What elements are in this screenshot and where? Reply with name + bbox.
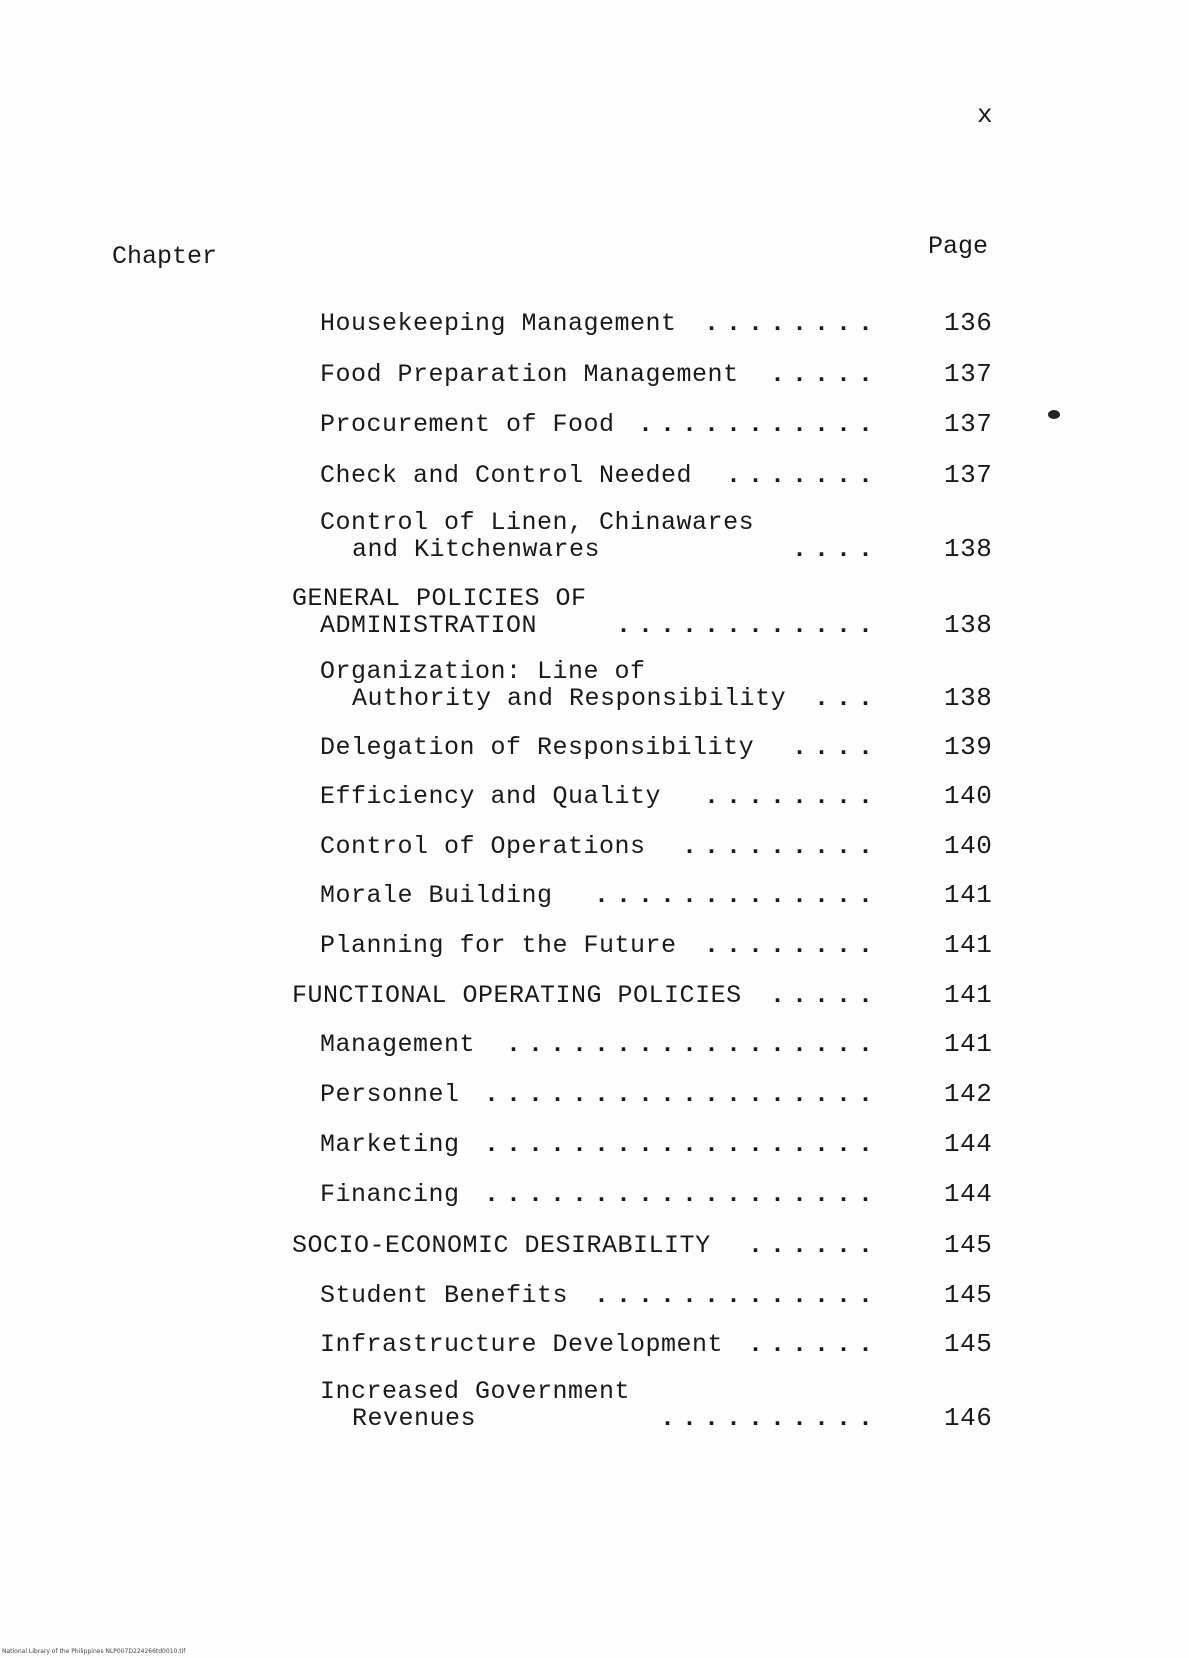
toc-entry-line: Procurement of Food bbox=[320, 410, 615, 439]
toc-entry bbox=[0, 833, 1189, 860]
toc-entry-title bbox=[320, 310, 677, 337]
toc-entry-page: 140 bbox=[944, 781, 993, 811]
leader-dots: .... bbox=[792, 733, 881, 762]
toc-entry-title bbox=[320, 1131, 460, 1158]
toc-entry-title bbox=[292, 982, 742, 1009]
toc-entry-page: 141 bbox=[944, 880, 993, 910]
toc-entry bbox=[0, 932, 1189, 959]
leader-dots: ............. bbox=[594, 1281, 881, 1310]
toc-entry-page: 138 bbox=[944, 534, 993, 564]
toc-entry-line: Food Preparation Management bbox=[320, 360, 739, 389]
toc-entry-page: 144 bbox=[944, 1179, 993, 1209]
toc-entry-line: Student Benefits bbox=[320, 1281, 569, 1310]
leader-dots: .... bbox=[792, 535, 881, 564]
scan-footer: National Library of the Philippines NLP007D224266td0010.tif bbox=[2, 1648, 186, 1655]
toc-entry-line: Revenues bbox=[352, 1404, 477, 1433]
toc-entry bbox=[0, 783, 1189, 810]
leader-dots: ......... bbox=[682, 832, 881, 861]
toc-entry-line: Control of Operations bbox=[320, 832, 646, 861]
toc-entry bbox=[0, 734, 1189, 761]
toc-entry-line: Infrastructure Development bbox=[320, 1330, 724, 1359]
toc-entry-title bbox=[320, 1181, 460, 1208]
toc-entry-line: Morale Building bbox=[320, 881, 553, 910]
toc-entry-page: 141 bbox=[944, 980, 993, 1010]
toc-entry bbox=[0, 1232, 1189, 1259]
toc-entry-title bbox=[320, 658, 786, 712]
toc-entry-page: 145 bbox=[944, 1329, 993, 1359]
toc-entry bbox=[0, 1181, 1189, 1208]
toc-entry bbox=[0, 509, 1189, 563]
toc-entry-line: ADMINISTRATION bbox=[320, 611, 538, 640]
toc-entry bbox=[0, 585, 1189, 639]
toc-entry bbox=[0, 310, 1189, 337]
toc-entry-title bbox=[320, 833, 646, 860]
toc-entry-title bbox=[320, 1031, 475, 1058]
toc-entry-page: 137 bbox=[944, 359, 993, 389]
toc-entry bbox=[0, 1131, 1189, 1158]
toc-entry-page: 141 bbox=[944, 1029, 993, 1059]
toc-entry bbox=[0, 1378, 1189, 1432]
toc-entry-title bbox=[320, 509, 754, 563]
leader-dots: .................. bbox=[484, 1080, 881, 1109]
toc-entry-title bbox=[292, 1232, 711, 1259]
toc-entry bbox=[0, 1081, 1189, 1108]
toc-entry bbox=[0, 882, 1189, 909]
toc-entry-line: FUNCTIONAL OPERATING POLICIES bbox=[292, 981, 742, 1010]
toc-entry-page: 144 bbox=[944, 1129, 993, 1159]
toc-entry-line: Authority and Responsibility bbox=[352, 684, 787, 713]
toc-entry bbox=[0, 982, 1189, 1009]
toc-entry-title bbox=[320, 734, 754, 761]
leader-dots: .................. bbox=[484, 1130, 881, 1159]
toc-entry-line: Organization: Line of bbox=[320, 657, 646, 686]
toc-entry-page: 138 bbox=[944, 683, 993, 713]
toc-entry-line: Housekeeping Management bbox=[320, 309, 677, 338]
ink-speck bbox=[1048, 410, 1060, 419]
chapter-header: Chapter bbox=[112, 242, 218, 271]
toc-entry-line: Control of Linen, Chinawares bbox=[320, 508, 755, 537]
toc-entry-line: Efficiency and Quality bbox=[320, 782, 662, 811]
toc-entry-line: Marketing bbox=[320, 1130, 460, 1159]
toc-entry-page: 142 bbox=[944, 1079, 993, 1109]
toc-entry-line: GENERAL POLICIES OF bbox=[292, 584, 587, 613]
toc-entry-title bbox=[320, 1378, 630, 1432]
toc-entry-page: 139 bbox=[944, 732, 993, 762]
toc-entry-page: 140 bbox=[944, 831, 993, 861]
toc-entry-title bbox=[320, 932, 677, 959]
toc-entry-line: Delegation of Responsibility bbox=[320, 733, 755, 762]
toc-entry-page: 138 bbox=[944, 610, 993, 640]
toc-entry-title bbox=[320, 1331, 723, 1358]
toc-entry-line: Financing bbox=[320, 1180, 460, 1209]
toc-entry-line: Check and Control Needed bbox=[320, 461, 693, 490]
toc-entry-line: Personnel bbox=[320, 1080, 460, 1109]
leader-dots: .................. bbox=[484, 1180, 881, 1209]
leader-dots: ...... bbox=[748, 1330, 881, 1359]
leader-dots: ............. bbox=[594, 881, 881, 910]
toc-entry-page: 137 bbox=[944, 460, 993, 490]
toc-entry-page: 137 bbox=[944, 409, 993, 439]
toc-entry-page: 145 bbox=[944, 1280, 993, 1310]
leader-dots: ... bbox=[814, 684, 881, 713]
toc-entry-line: SOCIO-ECONOMIC DESIRABILITY bbox=[292, 1231, 711, 1260]
toc-entry-line: Planning for the Future bbox=[320, 931, 677, 960]
leader-dots: ................. bbox=[506, 1030, 881, 1059]
toc-entry bbox=[0, 411, 1189, 438]
leader-dots: ....... bbox=[726, 461, 881, 490]
page-header: Page bbox=[928, 232, 989, 261]
toc-entry-title bbox=[320, 411, 615, 438]
toc-entry bbox=[0, 1331, 1189, 1358]
toc-entry-page: 141 bbox=[944, 930, 993, 960]
toc-entry bbox=[0, 462, 1189, 489]
toc-entry bbox=[0, 361, 1189, 388]
page-number: x bbox=[977, 100, 993, 130]
toc-entry-page: 145 bbox=[944, 1230, 993, 1260]
toc-entry-title bbox=[320, 783, 661, 810]
leader-dots: ..... bbox=[770, 360, 881, 389]
toc-entry-line: Management bbox=[320, 1030, 476, 1059]
toc-entry bbox=[0, 658, 1189, 712]
leader-dots: ...... bbox=[748, 1231, 881, 1260]
toc-entry bbox=[0, 1282, 1189, 1309]
toc-entry-title bbox=[320, 882, 553, 909]
toc-entry-line: and Kitchenwares bbox=[352, 535, 601, 564]
leader-dots: ........ bbox=[704, 931, 881, 960]
toc-entry-line: Increased Government bbox=[320, 1377, 631, 1406]
toc-entry-page: 146 bbox=[944, 1403, 993, 1433]
leader-dots: ........ bbox=[704, 782, 881, 811]
toc-entry-title bbox=[292, 585, 587, 639]
toc-entry-title bbox=[320, 361, 739, 388]
toc-entry bbox=[0, 1031, 1189, 1058]
toc-entry-page: 136 bbox=[944, 308, 993, 338]
leader-dots: ..... bbox=[770, 981, 881, 1010]
leader-dots: ............ bbox=[616, 611, 881, 640]
leader-dots: ........ bbox=[704, 309, 881, 338]
leader-dots: .......... bbox=[660, 1404, 881, 1433]
toc-entry-title bbox=[320, 462, 692, 489]
toc-entry-title bbox=[320, 1081, 460, 1108]
leader-dots: ........... bbox=[638, 410, 881, 439]
toc-entry-title bbox=[320, 1282, 568, 1309]
